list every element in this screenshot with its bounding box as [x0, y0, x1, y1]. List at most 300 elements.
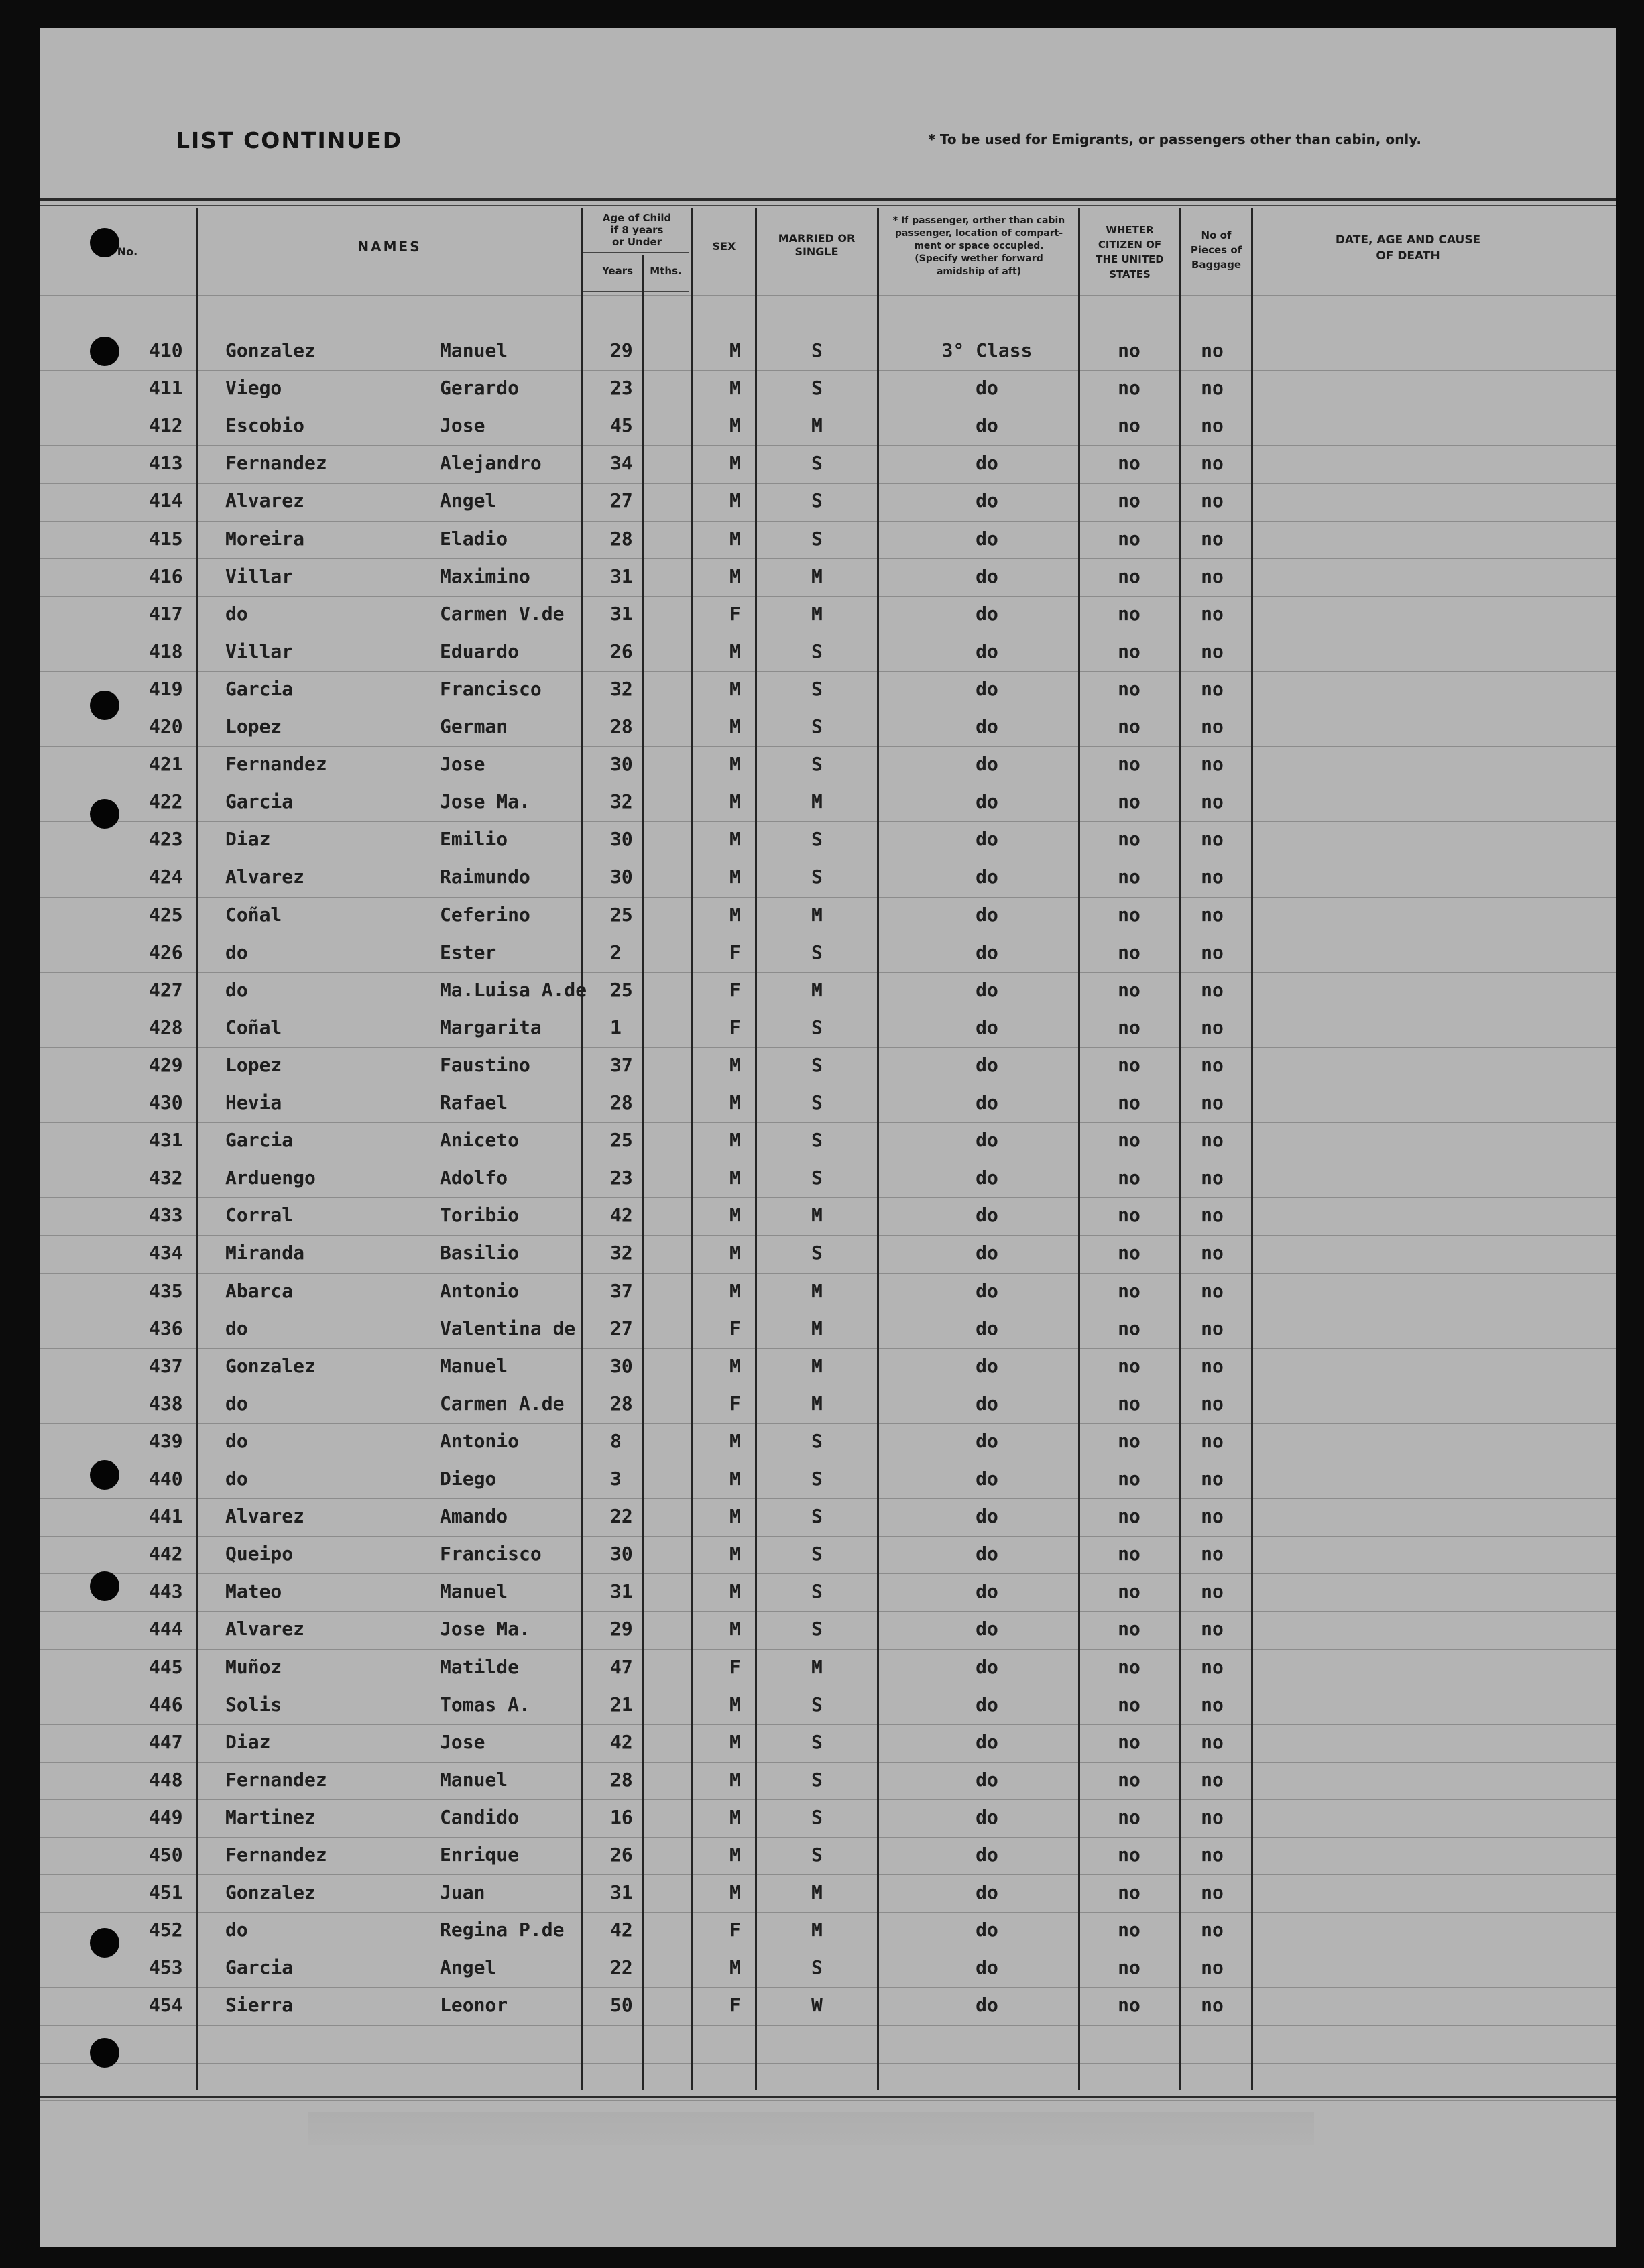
- surname: Villar: [225, 640, 294, 662]
- passenger-location: 3° Class: [941, 339, 1033, 361]
- marital-status: S: [811, 1468, 823, 1490]
- given-name: Jose Ma.: [440, 1618, 530, 1640]
- sex: M: [729, 339, 741, 361]
- age-years: 2: [610, 941, 622, 963]
- age-years: 31: [610, 603, 633, 625]
- age-years: 23: [610, 1167, 633, 1189]
- baggage-count: no: [1201, 528, 1224, 550]
- us-citizen: no: [1118, 640, 1140, 662]
- us-citizen: no: [1118, 1016, 1140, 1038]
- marital-status: M: [811, 1355, 823, 1377]
- marital-status: S: [811, 1129, 823, 1151]
- passenger-location: do: [976, 790, 998, 813]
- sex: M: [729, 1430, 741, 1452]
- ruled-line: [40, 1611, 1616, 1612]
- surname: Viego: [225, 377, 282, 399]
- surname: do: [225, 1468, 248, 1490]
- given-name: Ester: [440, 941, 497, 963]
- given-name: Eduardo: [440, 640, 520, 662]
- passenger-location: do: [976, 1693, 998, 1716]
- us-citizen: no: [1118, 1091, 1140, 1114]
- ruled-line: [40, 1235, 1616, 1236]
- baggage-count: no: [1201, 1881, 1224, 1903]
- us-citizen: no: [1118, 753, 1140, 775]
- ruled-line: [40, 1273, 1616, 1274]
- surname: Gonzalez: [225, 339, 316, 361]
- given-name: Candido: [440, 1806, 520, 1828]
- ruled-line: [40, 1799, 1616, 1800]
- age-years: 31: [610, 1580, 633, 1602]
- sex: M: [729, 1618, 741, 1640]
- ruled-line: [40, 1348, 1616, 1349]
- marital-status: S: [811, 640, 823, 662]
- passenger-location: do: [976, 1844, 998, 1866]
- us-citizen: no: [1118, 1204, 1140, 1226]
- marital-status: M: [811, 1656, 823, 1678]
- sex: M: [729, 1468, 741, 1490]
- header-rule-2: [40, 205, 1616, 206]
- sex: M: [729, 1806, 741, 1828]
- passenger-location: do: [976, 1806, 998, 1828]
- ruled-line: [40, 1649, 1616, 1650]
- surname: Alvarez: [225, 866, 305, 888]
- marital-status: S: [811, 753, 823, 775]
- given-name: Manuel: [440, 1769, 508, 1791]
- row-number: 448: [149, 1769, 183, 1791]
- surname: Arduengo: [225, 1167, 316, 1189]
- given-name: Jose Ma.: [440, 790, 530, 813]
- given-name: Angel: [440, 1956, 497, 1978]
- passenger-location: do: [976, 1468, 998, 1490]
- given-name: Antonio: [440, 1430, 520, 1452]
- baggage-count: no: [1201, 790, 1224, 813]
- us-citizen: no: [1118, 715, 1140, 737]
- age-years: 27: [610, 489, 633, 512]
- baggage-count: no: [1201, 565, 1224, 587]
- age-years: 27: [610, 1317, 633, 1339]
- given-name: Francisco: [440, 678, 542, 700]
- baggage-count: no: [1201, 1769, 1224, 1791]
- passenger-location: do: [976, 1505, 998, 1527]
- surname: Abarca: [225, 1280, 294, 1302]
- baggage-count: no: [1201, 1618, 1224, 1640]
- passenger-location: do: [976, 1769, 998, 1791]
- baggage-count: no: [1201, 1806, 1224, 1828]
- sex: M: [729, 452, 741, 474]
- row-number: 416: [149, 565, 183, 587]
- baggage-count: no: [1201, 640, 1224, 662]
- row-number: 431: [149, 1129, 183, 1151]
- given-name: Ceferino: [440, 904, 530, 926]
- baggage-count: no: [1201, 828, 1224, 850]
- surname: do: [225, 1919, 248, 1941]
- ruled-line: [40, 746, 1616, 747]
- sex: M: [729, 1769, 741, 1791]
- sex: M: [729, 678, 741, 700]
- age-years: 32: [610, 678, 633, 700]
- surname: do: [225, 1317, 248, 1339]
- us-citizen: no: [1118, 1769, 1140, 1791]
- age-years: 31: [610, 565, 633, 587]
- marital-status: M: [811, 1317, 823, 1339]
- us-citizen: no: [1118, 790, 1140, 813]
- baggage-count: no: [1201, 866, 1224, 888]
- punch-hole: [90, 799, 119, 829]
- given-name: Matilde: [440, 1656, 520, 1678]
- col-years: Years: [601, 265, 634, 277]
- age-years: 50: [610, 1994, 633, 2016]
- surname: Coñal: [225, 904, 282, 926]
- sex: F: [729, 941, 741, 963]
- age-years: 25: [610, 1129, 633, 1151]
- given-name: Rafael: [440, 1091, 508, 1114]
- col-death: DATE, AGE AND CAUSE OF DEATH: [1335, 233, 1481, 263]
- age-years: 30: [610, 753, 633, 775]
- passenger-location: do: [976, 715, 998, 737]
- surname: do: [225, 979, 248, 1001]
- passenger-location: do: [976, 866, 998, 888]
- passenger-location: do: [976, 1580, 998, 1602]
- us-citizen: no: [1118, 1580, 1140, 1602]
- baggage-count: no: [1201, 1317, 1224, 1339]
- age-years: 37: [610, 1054, 633, 1076]
- ruled-line: [40, 1874, 1616, 1875]
- marital-status: M: [811, 904, 823, 926]
- ruled-line: [40, 2063, 1616, 2064]
- col-mths: Mths.: [650, 265, 682, 277]
- given-name: Diego: [440, 1468, 497, 1490]
- surname: Gonzalez: [225, 1355, 316, 1377]
- marital-status: S: [811, 1016, 823, 1038]
- col-names: NAMES: [357, 239, 422, 255]
- surname: Garcia: [225, 678, 294, 700]
- marital-status: S: [811, 1167, 823, 1189]
- punch-hole: [90, 228, 119, 257]
- given-name: Leonor: [440, 1994, 508, 2016]
- us-citizen: no: [1118, 1167, 1140, 1189]
- us-citizen: no: [1118, 528, 1140, 550]
- passenger-location: do: [976, 1956, 998, 1978]
- sex: M: [729, 1054, 741, 1076]
- row-number: 423: [149, 828, 183, 850]
- given-name: German: [440, 715, 508, 737]
- row-number: 435: [149, 1280, 183, 1302]
- punch-hole: [90, 2038, 119, 2068]
- baggage-count: no: [1201, 1919, 1224, 1941]
- age-years: 16: [610, 1806, 633, 1828]
- passenger-location: do: [976, 1242, 998, 1264]
- age-years: 47: [610, 1656, 633, 1678]
- marital-status: S: [811, 1731, 823, 1753]
- baggage-count: no: [1201, 1580, 1224, 1602]
- us-citizen: no: [1118, 414, 1140, 436]
- surname: Miranda: [225, 1242, 305, 1264]
- ruled-line: [40, 370, 1616, 371]
- given-name: Eladio: [440, 528, 508, 550]
- baggage-count: no: [1201, 603, 1224, 625]
- surname: Fernandez: [225, 452, 327, 474]
- us-citizen: no: [1118, 1129, 1140, 1151]
- baggage-count: no: [1201, 678, 1224, 700]
- marital-status: S: [811, 489, 823, 512]
- baggage-count: no: [1201, 1054, 1224, 1076]
- surname: Mateo: [225, 1580, 282, 1602]
- surname: Queipo: [225, 1543, 294, 1565]
- row-number: 450: [149, 1844, 183, 1866]
- passenger-location: do: [976, 377, 998, 399]
- age-years: 42: [610, 1731, 633, 1753]
- marital-status: S: [811, 452, 823, 474]
- given-name: Toribio: [440, 1204, 520, 1226]
- age-years: 26: [610, 1844, 633, 1866]
- surname: Alvarez: [225, 489, 305, 512]
- given-name: Adolfo: [440, 1167, 508, 1189]
- ruled-line: [40, 1122, 1616, 1123]
- baggage-count: no: [1201, 904, 1224, 926]
- sex: M: [729, 1881, 741, 1903]
- row-number: 425: [149, 904, 183, 926]
- row-number: 430: [149, 1091, 183, 1114]
- sex: M: [729, 828, 741, 850]
- row-number: 418: [149, 640, 183, 662]
- baggage-count: no: [1201, 1091, 1224, 1114]
- given-name: Regina P.de: [440, 1919, 565, 1941]
- given-name: Jose: [440, 1731, 485, 1753]
- age-years: 23: [610, 377, 633, 399]
- passenger-location: do: [976, 603, 998, 625]
- baggage-count: no: [1201, 715, 1224, 737]
- us-citizen: no: [1118, 377, 1140, 399]
- passenger-location: do: [976, 565, 998, 587]
- col-passenger-location: * If passenger, orther than cabin passenger, location of compart- ment or space occupied. (Specify wether forward amidship of aft): [892, 215, 1065, 277]
- row-number: 417: [149, 603, 183, 625]
- column-rule: [196, 208, 198, 2090]
- us-citizen: no: [1118, 941, 1140, 963]
- us-citizen: no: [1118, 1693, 1140, 1716]
- baggage-count: no: [1201, 414, 1224, 436]
- us-citizen: no: [1118, 1505, 1140, 1527]
- surname: Muñoz: [225, 1656, 282, 1678]
- baggage-count: no: [1201, 1430, 1224, 1452]
- marital-status: S: [811, 1091, 823, 1114]
- surname: Fernandez: [225, 1769, 327, 1791]
- ruled-line: [40, 1197, 1616, 1198]
- us-citizen: no: [1118, 1806, 1140, 1828]
- ruled-line: [40, 671, 1616, 672]
- row-number: 424: [149, 866, 183, 888]
- passenger-location: do: [976, 1280, 998, 1302]
- ruled-line: [40, 1837, 1616, 1838]
- sex: F: [729, 1016, 741, 1038]
- marital-status: M: [811, 603, 823, 625]
- sex: M: [729, 715, 741, 737]
- baggage-count: no: [1201, 1016, 1224, 1038]
- sex: M: [729, 1505, 741, 1527]
- marital-status: S: [811, 1806, 823, 1828]
- age-years: 42: [610, 1919, 633, 1941]
- age-years: 45: [610, 414, 633, 436]
- sex: F: [729, 1656, 741, 1678]
- sex: M: [729, 1844, 741, 1866]
- surname: Alvarez: [225, 1618, 305, 1640]
- baggage-count: no: [1201, 1468, 1224, 1490]
- given-name: Manuel: [440, 1355, 508, 1377]
- sex: F: [729, 1392, 741, 1415]
- given-name: Margarita: [440, 1016, 542, 1038]
- age-years: 28: [610, 528, 633, 550]
- sex: M: [729, 1355, 741, 1377]
- marital-status: S: [811, 1580, 823, 1602]
- sex: M: [729, 753, 741, 775]
- age-years: 32: [610, 1242, 633, 1264]
- given-name: Basilio: [440, 1242, 520, 1264]
- col-sex: SEX: [712, 240, 736, 253]
- sex: M: [729, 640, 741, 662]
- passenger-location: do: [976, 828, 998, 850]
- column-rule: [581, 208, 583, 2090]
- passenger-location: do: [976, 1656, 998, 1678]
- marital-status: M: [811, 414, 823, 436]
- emigrants-note: * To be used for Emigrants, or passengers other than cabin, only.: [928, 131, 1421, 147]
- us-citizen: no: [1118, 1392, 1140, 1415]
- column-rule: [877, 208, 879, 2090]
- row-number: 440: [149, 1468, 183, 1490]
- marital-status: S: [811, 678, 823, 700]
- us-citizen: no: [1118, 1618, 1140, 1640]
- age-years: 30: [610, 828, 633, 850]
- given-name: Manuel: [440, 1580, 508, 1602]
- row-number: 444: [149, 1618, 183, 1640]
- sex: M: [729, 377, 741, 399]
- us-citizen: no: [1118, 565, 1140, 587]
- marital-status: S: [811, 941, 823, 963]
- passenger-location: do: [976, 1167, 998, 1189]
- age-years: 21: [610, 1693, 633, 1716]
- ruled-line: [40, 1724, 1616, 1725]
- passenger-location: do: [976, 678, 998, 700]
- row-number: 411: [149, 377, 183, 399]
- punch-hole: [90, 1460, 119, 1490]
- sex: F: [729, 1317, 741, 1339]
- row-number: 427: [149, 979, 183, 1001]
- ruled-line: [40, 1762, 1616, 1763]
- given-name: Amando: [440, 1505, 508, 1527]
- age-years: 28: [610, 1392, 633, 1415]
- sex: M: [729, 1204, 741, 1226]
- passenger-location: do: [976, 1091, 998, 1114]
- age-years: 22: [610, 1956, 633, 1978]
- surname: Diaz: [225, 828, 271, 850]
- sex: M: [729, 1543, 741, 1565]
- row-number: 454: [149, 1994, 183, 2016]
- passenger-location: do: [976, 1129, 998, 1151]
- age-years: 32: [610, 790, 633, 813]
- surname: Coñal: [225, 1016, 282, 1038]
- passenger-location: do: [976, 1430, 998, 1452]
- given-name: Valentina de: [440, 1317, 576, 1339]
- us-citizen: no: [1118, 339, 1140, 361]
- baggage-count: no: [1201, 1693, 1224, 1716]
- given-name: Maximino: [440, 565, 530, 587]
- surname: do: [225, 603, 248, 625]
- ruled-line: [40, 972, 1616, 973]
- age-years: 1: [610, 1016, 622, 1038]
- surname: Martinez: [225, 1806, 316, 1828]
- marital-status: W: [811, 1994, 823, 2016]
- row-number: 410: [149, 339, 183, 361]
- col-age: Age of Child if 8 years or Under: [602, 212, 672, 248]
- given-name: Carmen V.de: [440, 603, 565, 625]
- us-citizen: no: [1118, 1280, 1140, 1302]
- us-citizen: no: [1118, 1242, 1140, 1264]
- sex: M: [729, 1693, 741, 1716]
- age-subrule: [583, 252, 689, 253]
- baggage-count: no: [1201, 1731, 1224, 1753]
- baggage-count: no: [1201, 1167, 1224, 1189]
- show-through-stamp: [308, 2112, 1314, 2145]
- age-years: 26: [610, 640, 633, 662]
- given-name: Jose: [440, 753, 485, 775]
- marital-status: S: [811, 1242, 823, 1264]
- row-number: 439: [149, 1430, 183, 1452]
- passenger-location: do: [976, 1392, 998, 1415]
- sex: M: [729, 414, 741, 436]
- given-name: Angel: [440, 489, 497, 512]
- surname: Garcia: [225, 1129, 294, 1151]
- us-citizen: no: [1118, 1919, 1140, 1941]
- age-years: 42: [610, 1204, 633, 1226]
- surname: do: [225, 1392, 248, 1415]
- row-number: 426: [149, 941, 183, 963]
- us-citizen: no: [1118, 1317, 1140, 1339]
- marital-status: M: [811, 565, 823, 587]
- ruled-line: [40, 596, 1616, 597]
- us-citizen: no: [1118, 489, 1140, 512]
- age-years: 25: [610, 979, 633, 1001]
- baggage-count: no: [1201, 1956, 1224, 1978]
- row-number: 438: [149, 1392, 183, 1415]
- passenger-location: do: [976, 1881, 998, 1903]
- surname: Garcia: [225, 790, 294, 813]
- baggage-count: no: [1201, 377, 1224, 399]
- row-number: 422: [149, 790, 183, 813]
- age-years: 30: [610, 866, 633, 888]
- surname: Escobio: [225, 414, 305, 436]
- passenger-location: do: [976, 1543, 998, 1565]
- age-years: 29: [610, 1618, 633, 1640]
- row-number: 428: [149, 1016, 183, 1038]
- marital-status: S: [811, 1054, 823, 1076]
- surname: Sierra: [225, 1994, 294, 2016]
- marital-status: M: [811, 1204, 823, 1226]
- row-number: 436: [149, 1317, 183, 1339]
- sex: M: [729, 528, 741, 550]
- age-years: 25: [610, 904, 633, 926]
- baggage-count: no: [1201, 753, 1224, 775]
- sex: M: [729, 1731, 741, 1753]
- passenger-location: do: [976, 753, 998, 775]
- baggage-count: no: [1201, 452, 1224, 474]
- row-number: 452: [149, 1919, 183, 1941]
- marital-status: M: [811, 1881, 823, 1903]
- given-name: Raimundo: [440, 866, 530, 888]
- ruled-line: [40, 1573, 1616, 1574]
- us-citizen: no: [1118, 1844, 1140, 1866]
- ruled-line: [40, 2025, 1616, 2026]
- ruled-line: [40, 445, 1616, 446]
- passenger-location: do: [976, 1204, 998, 1226]
- age-years: 30: [610, 1355, 633, 1377]
